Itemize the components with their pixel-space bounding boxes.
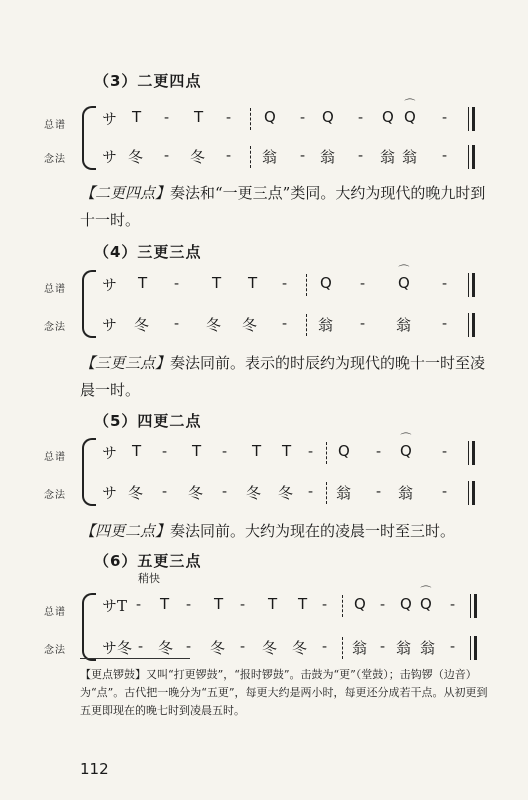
barline	[306, 314, 307, 336]
syllable: 冬	[188, 484, 204, 502]
system-brace	[82, 438, 96, 506]
rest-dash: -	[300, 146, 306, 164]
final-barline	[470, 594, 477, 618]
rest-dash: -	[186, 637, 192, 655]
fermata-icon: ⌒	[398, 264, 410, 277]
note: T	[138, 274, 148, 292]
note: サ	[102, 444, 118, 462]
page-number: 112	[80, 760, 109, 778]
note: Q	[382, 108, 394, 126]
rest-dash: -	[360, 274, 366, 292]
rest-dash: -	[164, 146, 170, 164]
syllable: 冬	[128, 484, 144, 502]
syllable: 翁	[318, 316, 334, 334]
score-row	[102, 98, 482, 130]
fermata-icon: ⌒	[404, 98, 416, 111]
syllable: 冬	[292, 639, 308, 657]
footnote-divider	[80, 658, 190, 659]
note: T	[248, 274, 258, 292]
final-barline	[468, 441, 475, 465]
syllable: 翁	[396, 639, 412, 657]
syllable: 冬	[262, 639, 278, 657]
note: サT	[102, 597, 128, 615]
rest-dash: -	[222, 442, 228, 460]
note-with-fermata: ⌒ Q	[398, 264, 410, 292]
syllable: 翁	[380, 148, 396, 166]
note: Q	[354, 595, 366, 613]
barline	[250, 108, 251, 130]
section-title: （6）五更三点	[94, 552, 202, 570]
notation-system	[44, 585, 484, 665]
rest-dash: -	[226, 108, 232, 126]
note: Q	[400, 595, 412, 613]
score-label: 总谱	[44, 120, 66, 131]
system-brace	[82, 270, 96, 338]
paragraph-lead: 【二更四点】	[80, 184, 171, 202]
rest-dash: -	[380, 595, 386, 613]
rest-dash: -	[282, 314, 288, 332]
rest-dash: -	[222, 482, 228, 500]
syllable: サ	[102, 316, 118, 334]
syllable: 冬	[128, 148, 144, 166]
chant-label: 念法	[44, 645, 66, 656]
score-label: 总谱	[44, 284, 66, 295]
rest-dash: -	[380, 637, 386, 655]
rest-dash: -	[376, 442, 382, 460]
chant-row	[102, 146, 482, 168]
rest-dash: -	[308, 482, 314, 500]
barline	[326, 482, 327, 504]
note: Q	[322, 108, 334, 126]
note: T	[212, 274, 222, 292]
rest-dash: -	[358, 108, 364, 126]
chant-row	[102, 637, 482, 659]
rest-dash: -	[442, 482, 448, 500]
syllable: 冬	[242, 316, 258, 334]
chant-label: 念法	[44, 322, 66, 333]
rest-dash: -	[376, 482, 382, 500]
rest-dash: -	[442, 274, 448, 292]
syllable: 冬	[210, 639, 226, 657]
syllable: 翁	[398, 484, 414, 502]
paragraph-lead: 【四更二点】	[80, 522, 171, 540]
note: T	[132, 108, 142, 126]
syllable: サ	[102, 484, 118, 502]
syllable: サ冬	[102, 639, 133, 657]
note: サ	[102, 110, 118, 128]
notation-system	[44, 432, 484, 512]
chant-label: 念法	[44, 490, 66, 501]
section-title: （5）四更二点	[94, 412, 202, 430]
footnote: 【更点锣鼓】又叫“打更锣鼓”，“报时锣鼓”。击鼓为“更”（堂鼓）；击钩锣（边音）为“点”。古代把一晚分为“五更”，每更大约是两小时，每更还分成若干点。从初更到五更即现在的晚七时到凌晨五时。	[80, 668, 488, 717]
syllable: 翁	[352, 639, 368, 657]
rest-dash: -	[164, 108, 170, 126]
barline	[342, 637, 343, 659]
description-paragraph	[80, 518, 486, 545]
notation-system	[44, 262, 484, 342]
note: サ	[102, 276, 118, 294]
note: Q	[338, 442, 350, 460]
rest-dash: -	[442, 314, 448, 332]
note-with-fermata: ⌒ Q	[404, 98, 416, 126]
note: Q	[264, 108, 276, 126]
rest-dash: -	[162, 442, 168, 460]
note: Q	[320, 274, 332, 292]
rest-dash: -	[450, 637, 456, 655]
rest-dash: -	[174, 314, 180, 332]
description-paragraph	[80, 180, 486, 234]
rest-dash: -	[282, 274, 288, 292]
paragraph-lead: 【三更三点】	[80, 354, 171, 372]
rest-dash: -	[300, 108, 306, 126]
fermata-icon: ⌒	[400, 432, 412, 445]
syllable: 冬	[158, 639, 174, 657]
final-barline	[468, 313, 475, 337]
rest-dash: -	[450, 595, 456, 613]
rest-dash: -	[322, 595, 328, 613]
syllable: サ	[102, 148, 118, 166]
rest-dash: -	[442, 442, 448, 460]
system-brace	[82, 106, 96, 170]
syllable: 翁	[396, 316, 412, 334]
paragraph-text: 奏法同前。表示的时辰约为现代的晚十一时至凌晨一时。	[80, 354, 486, 399]
tempo-marking: 稍快	[138, 572, 160, 585]
note-with-fermata: ⌒ Q	[420, 585, 432, 613]
syllable: 翁	[336, 484, 352, 502]
rest-dash: -	[240, 595, 246, 613]
chant-row	[102, 482, 482, 504]
notation-system	[44, 98, 484, 178]
syllable: 冬	[190, 148, 206, 166]
barline	[326, 442, 327, 464]
section-title: （4）三更三点	[94, 243, 202, 261]
note: T	[192, 442, 202, 460]
chant-row	[102, 314, 482, 336]
section-title: （3）二更四点	[94, 72, 202, 90]
syllable: 冬	[134, 316, 150, 334]
rest-dash: -	[442, 108, 448, 126]
rest-dash: -	[358, 146, 364, 164]
note: T	[282, 442, 292, 460]
score-row	[102, 264, 482, 296]
note: T	[268, 595, 278, 613]
rest-dash: -	[322, 637, 328, 655]
note: T	[214, 595, 224, 613]
rest-dash: -	[174, 274, 180, 292]
score-label: 总谱	[44, 452, 66, 463]
barline	[342, 595, 343, 617]
syllable: 冬	[246, 484, 262, 502]
paragraph-text: 奏法和“一更三点”类同。大约为现代的晚九时到十一时。	[80, 184, 486, 229]
rest-dash: -	[442, 146, 448, 164]
note: T	[298, 595, 308, 613]
note: T	[194, 108, 204, 126]
syllable: 翁	[420, 639, 436, 657]
syllable: 翁	[402, 148, 418, 166]
note: T	[160, 595, 170, 613]
syllable: 冬	[278, 484, 294, 502]
rest-dash: -	[360, 314, 366, 332]
note: T	[132, 442, 142, 460]
fermata-icon: ⌒	[420, 585, 432, 598]
syllable: 冬	[206, 316, 222, 334]
final-barline	[468, 273, 475, 297]
score-label: 总谱	[44, 607, 66, 618]
final-barline	[468, 481, 475, 505]
rest-dash: -	[136, 595, 142, 613]
barline	[250, 146, 251, 168]
rest-dash: -	[308, 442, 314, 460]
final-barline	[470, 636, 477, 660]
rest-dash: -	[138, 637, 144, 655]
paragraph-text: 奏法同前。大约为现在的凌晨一时至三时。	[170, 522, 456, 540]
rest-dash: -	[226, 146, 232, 164]
note: T	[252, 442, 262, 460]
system-brace	[82, 593, 96, 661]
final-barline	[468, 145, 475, 169]
syllable: 翁	[262, 148, 278, 166]
note-with-fermata: ⌒ Q	[400, 432, 412, 460]
final-barline	[468, 107, 475, 131]
score-row	[102, 585, 482, 617]
barline	[306, 274, 307, 296]
description-paragraph	[80, 350, 486, 404]
chant-label: 念法	[44, 154, 66, 165]
rest-dash: -	[162, 482, 168, 500]
rest-dash: -	[186, 595, 192, 613]
score-row	[102, 432, 482, 464]
syllable: 翁	[320, 148, 336, 166]
rest-dash: -	[240, 637, 246, 655]
